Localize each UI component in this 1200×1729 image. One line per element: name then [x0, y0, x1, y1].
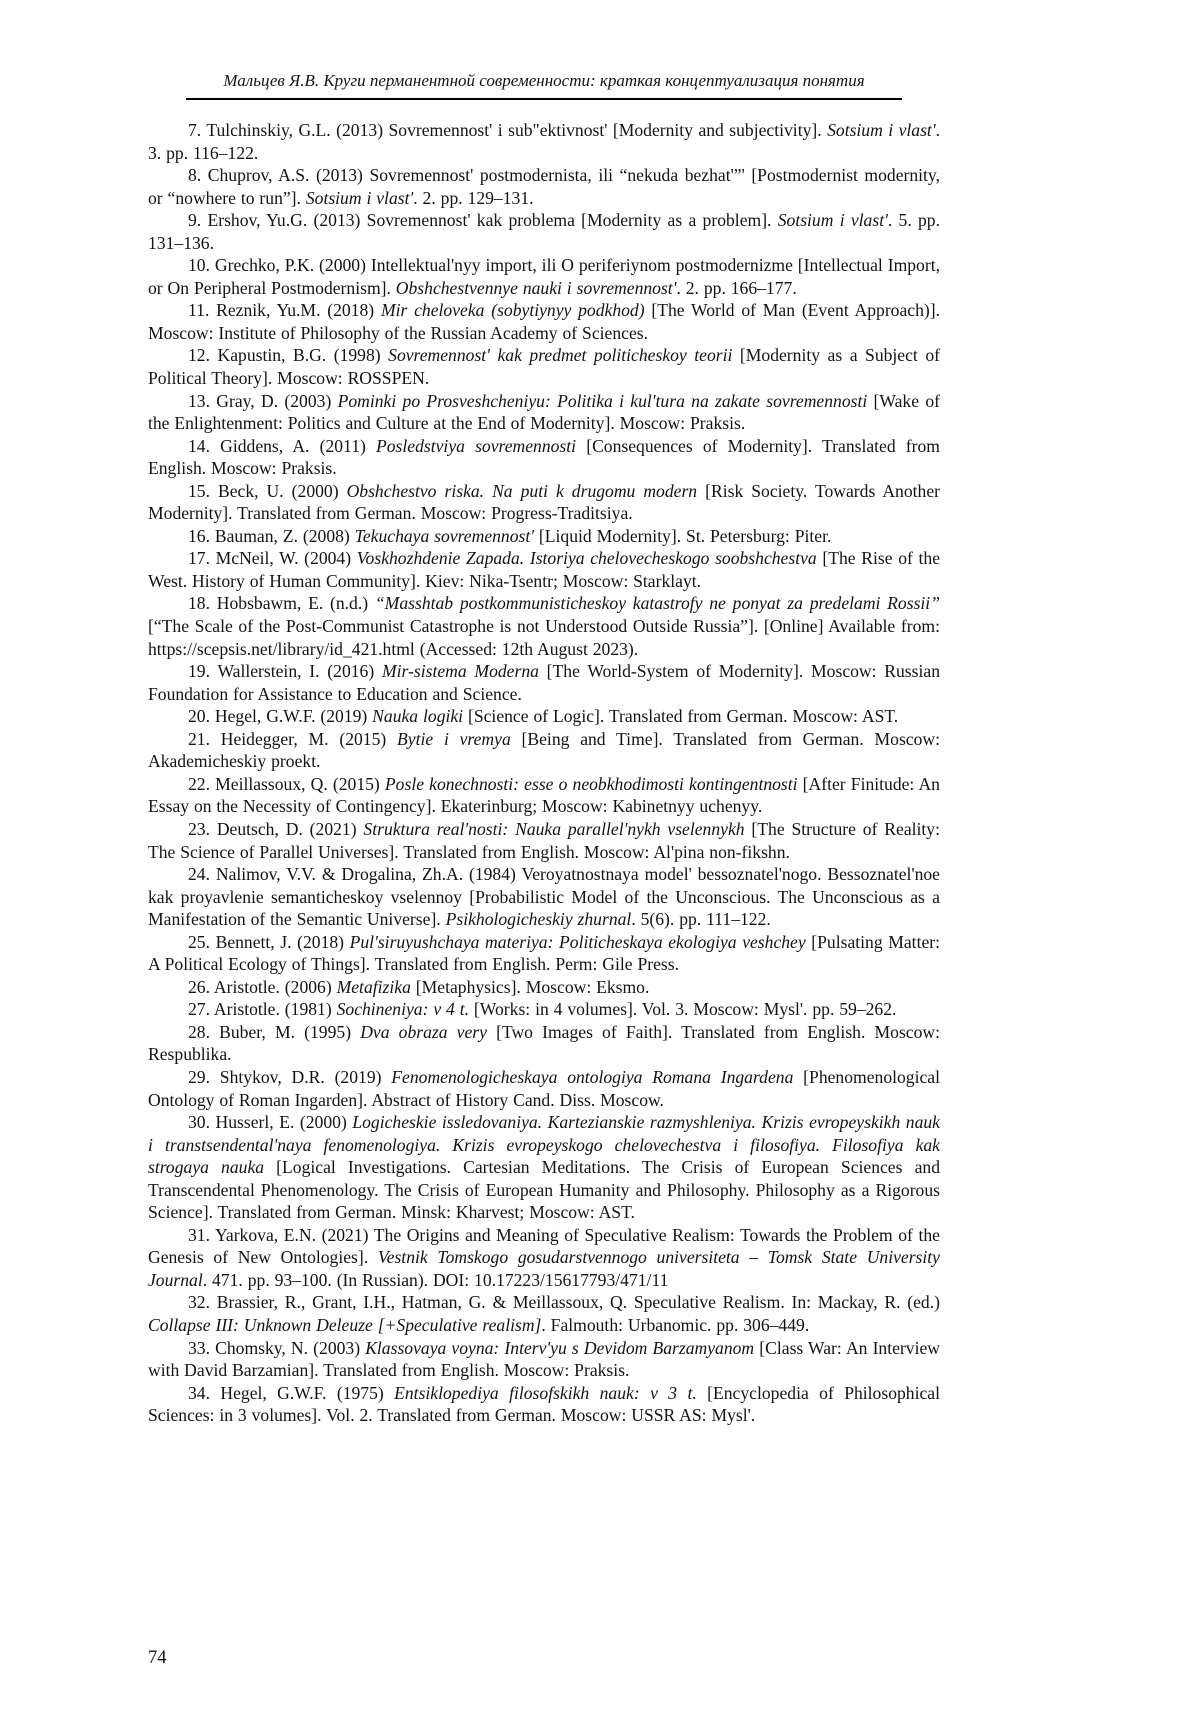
reference-item [148, 773, 940, 818]
reference-title-italic: Vestnik Tomskogo gosudarstvennogo universiteta – Tomsk State University Journal [148, 1247, 940, 1290]
reference-item [148, 998, 940, 1021]
reference-title-italic: Nauka logiki [372, 706, 464, 727]
reference-text: [“The Scale of the Post-Communist Catastrophe is not Understood Outside Russia”]. [Online] Available from: https://scepsis.net/library/id_421.html (Accessed: 12th August 2023). [148, 616, 940, 659]
reference-item [148, 660, 940, 705]
reference-text: 14. Giddens, A. (2011) [188, 435, 376, 456]
reference-title-italic: Voskhozhdenie Zapada. Istoriya chelovecheskogo soobshchestva [356, 548, 817, 569]
reference-title-italic: Posledstviya sovremennosti [376, 435, 577, 456]
reference-title-italic: Klassovaya voyna: Interv'yu s Devidom Barzamyanom [365, 1337, 755, 1358]
running-header-text: Мальцев Я.В. Круги перманентной современности: краткая концептуализация понятия [223, 71, 865, 90]
reference-text: 24. Nalimov, V.V. & Drogalina, Zh.A. (1984) Veroyatnostnaya model' bessoznatel'nogo. Bessoznatel'noe kak proyavlenie semanticheskoy vselennoy [Probabilistic Model of the Unconscious. The Unconscious as a Manifestation of the Semantic Universe]. [148, 864, 940, 930]
references-list [148, 119, 940, 1427]
reference-item [148, 1337, 940, 1382]
reference-title-italic: Pul'siruyushchaya materiya: Politicheskaya ekologiya veshchey [349, 931, 806, 952]
reference-text: 9. Ershov, Yu.G. (2013) Sovremennost' kak problema [Modernity as a problem]. [188, 210, 778, 231]
reference-title-italic: Posle konechnosti: esse o neobkhodimosti kontingentnosti [384, 773, 798, 794]
reference-item [148, 435, 940, 480]
reference-title-italic: Psikhologicheskiy zhurnal [445, 909, 632, 930]
reference-item [148, 1291, 940, 1336]
reference-item [148, 480, 940, 525]
reference-title-italic: Obshchestvennye nauki i sovremennost' [395, 277, 677, 298]
reference-text: 29. Shtykov, D.R. (2019) [188, 1066, 392, 1087]
reference-title-italic: Sotsium i vlast' [827, 120, 936, 140]
reference-item [148, 1066, 940, 1111]
reference-text: [Consequences of Modernity]. Translated from English. Moscow: Praksis. [148, 435, 940, 479]
reference-text: [Metaphysics]. Moscow: Eksmo. [410, 976, 650, 997]
reference-text: . 3. pp. 116–122. [148, 120, 940, 163]
reference-text: 32. Brassier, R., Grant, I.H., Hatman, G. & Meillassoux, Q. Speculative Realism. In: Mackay, R. (ed.) [188, 1292, 940, 1313]
reference-title-italic: Tekuchaya sovremennost' [354, 525, 535, 546]
reference-text: 22. Meillassoux, Q. (2015) [188, 773, 385, 794]
reference-text: 13. Gray, D. (2003) [188, 390, 338, 411]
reference-text: 18. Hobsbawm, E. (n.d.) [188, 593, 375, 614]
reference-text: [Encyclopedia of Philosophical Sciences: in 3 volumes]. Vol. 2. Translated from German. Moscow: USSR AS: Mysl'. [148, 1382, 940, 1426]
reference-text: [Liquid Modernity]. St. Petersburg: Piter. [534, 525, 832, 546]
reference-text: [Two Images of Faith]. Translated from English. Moscow: Respublika. [148, 1021, 940, 1065]
reference-text: 31. Yarkova, E.N. (2021) The Origins and Meaning of Speculative Realism: Towards the Problem of the Genesis of New Ontologies]. [148, 1224, 940, 1268]
reference-title-italic: Metafizika [336, 976, 411, 997]
reference-text: [The World of Man (Event Approach)]. Moscow: Institute of Philosophy of the Russian Academy of Sciences. [148, 300, 941, 343]
reference-text: [After Finitude: An Essay on the Necessity of Contingency]. Ekaterinburg; Moscow: Kabinetnyy uchenyy. [148, 773, 940, 817]
reference-text: 26. Aristotle. (2006) [188, 976, 337, 997]
reference-text: . 5(6). pp. 111–122. [631, 909, 771, 930]
reference-item [148, 344, 940, 389]
reference-text: 10. Grechko, P.K. (2000) Intellektual'nyy import, ili O periferiynom postmodernizme [Intellectual Import, or On Peripheral Postmodernism]. [148, 255, 940, 298]
reference-text: 7. Tulchinskiy, G.L. (2013) Sovremennost' i sub"ektivnost' [Modernity and subjectivity]. [188, 120, 828, 140]
reference-item [148, 818, 940, 863]
reference-title-italic: Bytie i vremya [397, 728, 511, 749]
reference-text: 25. Bennett, J. (2018) [188, 931, 350, 952]
reference-text: . 5. pp. 131–136. [148, 210, 940, 253]
reference-title-italic: Fenomenologicheskaya ontologiya Romana Ingardena [391, 1066, 794, 1087]
reference-text: 19. Wallerstein, I. (2016) [188, 661, 382, 682]
reference-item [148, 863, 940, 931]
reference-text: 21. Heidegger, M. (2015) [188, 728, 398, 749]
reference-item [148, 299, 940, 344]
reference-text: 30. Husserl, E. (2000) [188, 1112, 353, 1133]
reference-item [148, 1382, 940, 1427]
reference-text: 17. McNeil, W. (2004) [188, 548, 357, 569]
reference-text: 33. Chomsky, N. (2003) [188, 1337, 366, 1358]
page-number: 74 [148, 1648, 167, 1668]
reference-text: 23. Deutsch, D. (2021) [188, 818, 364, 839]
reference-item [148, 209, 940, 254]
reference-item [148, 254, 940, 299]
reference-title-italic: Dva obraza very [360, 1021, 487, 1042]
reference-title-italic: Mir cheloveka (sobytiynyy podkhod) [380, 300, 645, 321]
reference-title-italic: Mir-sistema Moderna [381, 661, 539, 682]
reference-item [148, 164, 940, 209]
reference-title-italic: Sovremennost' kak predmet politicheskoy teorii [388, 345, 733, 366]
reference-text: [Being and Time]. Translated from German. Moscow: Akademicheskiy proekt. [148, 728, 941, 772]
reference-text: 12. Kapustin, B.G. (1998) [188, 345, 389, 366]
reference-text: 20. Hegel, G.W.F. (2019) [188, 706, 373, 727]
reference-text: 34. Hegel, G.W.F. (1975) [188, 1382, 395, 1403]
reference-item [148, 976, 940, 999]
reference-title-italic: Sotsium i vlast' [305, 187, 414, 208]
reference-title-italic: Obshchestvo riska. Na puti k drugomu modern [346, 480, 698, 501]
reference-text: [The Structure of Reality: The Science of Parallel Universes]. Translated from English. Moscow: Al'pina non-fikshn. [148, 818, 940, 862]
reference-title-italic: Pominki po Prosveshcheniyu: Politika i kul'tura na zakate sovremennosti [337, 390, 868, 411]
reference-item [148, 525, 940, 548]
reference-text: . Falmouth: Urbanomic. pp. 306–449. [541, 1314, 810, 1335]
page-header [186, 70, 902, 100]
reference-text: [Class War: An Interview with David Barzamian]. Translated from English. Moscow: Praksis. [148, 1337, 940, 1381]
reference-text: 15. Beck, U. (2000) [188, 480, 347, 501]
reference-text: 8. Chuprov, A.S. (2013) Sovremennost' postmodernista, ili “nekuda bezhat'”' [Postmodernist modernity, or “nowhere to run”]. [148, 165, 940, 208]
reference-text: [Works: in 4 volumes]. Vol. 3. Moscow: Mysl'. pp. 59–262. [469, 999, 897, 1020]
reference-item [148, 592, 940, 660]
reference-text: [Risk Society. Towards Another Modernity]. Translated from German. Moscow: Progress-Traditsiya. [148, 480, 940, 524]
reference-title-italic: Collapse III: Unknown Deleuze [+Speculative realism] [148, 1314, 542, 1335]
reference-item [148, 1021, 940, 1066]
reference-text: [Phenomenological Ontology of Roman Ingarden]. Abstract of History Cand. Diss. Moscow. [148, 1066, 940, 1110]
reference-item [148, 119, 940, 164]
reference-text: [Logical Investigations. Cartesian Meditations. The Crisis of European Sciences and Transcendental Phenomenology. The Crisis of European Humanity and Philosophy. Philosophy as a Rigorous Science]. Translated from German. Minsk: Kharvest; Moscow: AST. [148, 1157, 940, 1223]
reference-item [148, 390, 940, 435]
reference-text: . 2. pp. 129–131. [413, 187, 534, 208]
reference-title-italic: Sotsium i vlast' [777, 210, 888, 231]
reference-text: [Science of Logic]. Translated from German. Moscow: AST. [463, 706, 899, 727]
reference-text: 11. Reznik, Yu.M. (2018) [188, 300, 381, 321]
reference-item [148, 728, 940, 773]
reference-text: [Wake of the Enlightenment: Politics and Culture at the End of Modernity]. Moscow: Praksis. [148, 390, 940, 434]
reference-title-italic: Struktura real'nosti: Nauka parallel'nykh vselennykh [363, 818, 745, 839]
reference-text: 16. Bauman, Z. (2008) [188, 525, 355, 546]
reference-text: [The Rise of the West. History of Human Community]. Kiev: Nika-Tsentr; Moscow: Starklayt. [148, 548, 940, 591]
reference-text: . 471. pp. 93–100. (In Russian). DOI: 10.17223/15617793/471/11 [202, 1269, 669, 1290]
reference-text: 28. Buber, M. (1995) [188, 1021, 361, 1042]
reference-text: [The World-System of Modernity]. Moscow: Russian Foundation for Assistance to Education and Science. [148, 661, 940, 704]
reference-title-italic: Entsiklopediya filosofskikh nauk: v 3 t. [394, 1382, 697, 1403]
reference-text: 27. Aristotle. (1981) [188, 999, 337, 1020]
reference-item [148, 705, 940, 728]
reference-item [148, 931, 940, 976]
reference-title-italic: “Masshtab postkommunisticheskoy katastrofy ne ponyat za predelami Rossii” [374, 593, 940, 614]
reference-title-italic: Logicheskie issledovaniya. Kartezianskie razmyshleniya. Krizis evropeyskikh nauk i transtsendental'naya fenomenologiya. Krizis evropeyskogo chelovechestva i filosofiya. Filosofiya kak strogaya nauka [148, 1112, 940, 1178]
reference-text: . 2. pp. 166–177. [676, 277, 797, 298]
reference-title-italic: Sochineniya: v 4 t. [336, 999, 470, 1020]
reference-text: [Modernity as a Subject of Political Theory]. Moscow: ROSSPEN. [148, 345, 940, 389]
header-rule [186, 98, 902, 100]
reference-text: [Pulsating Matter: A Political Ecology of Things]. Translated from English. Perm: Gile Press. [148, 931, 941, 975]
reference-item [148, 1111, 940, 1224]
reference-item [148, 1224, 940, 1292]
reference-item [148, 547, 940, 592]
